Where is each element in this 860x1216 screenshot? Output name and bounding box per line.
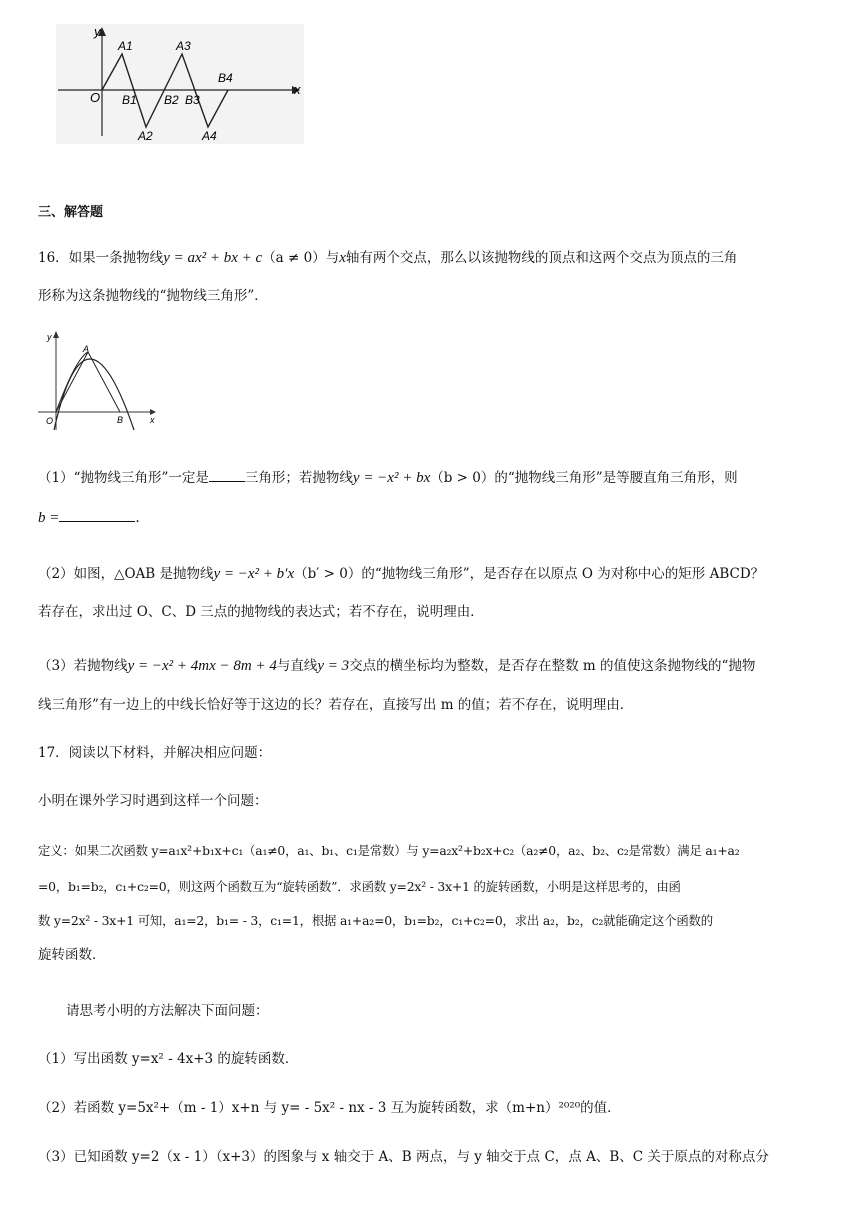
q16-line-2: 形称为这条抛物线的“抛物线三角形”．: [38, 288, 268, 304]
fig1-label-b1: B1: [122, 93, 137, 107]
q16-with: 与: [325, 250, 340, 266]
parabola-diagram: [34, 328, 162, 432]
q17-definition-line-4: 旋转函数．: [38, 947, 106, 963]
fig1-label-b3: B3: [185, 93, 200, 107]
q16-equation: y = ax² + bx + c: [163, 250, 263, 266]
q17-definition-line-3: 数 y=2x² - 3x+1 可知，a₁=2，b₁= - 3，c₁=1，根据 a₁+a₂=0，b₁=b₂，c₁+c₂=0，求出 a₂，b₂，c₂就能确定这个函数的: [38, 913, 713, 928]
q16-p2-a: （2）如图，△OAB 是抛物线: [38, 566, 214, 582]
q16-p1-c: 的“抛物线三角形”是等腰直角三角形，则: [494, 470, 738, 486]
fig2-x-label: x: [150, 415, 155, 425]
q16-p3-eq2: y = 3: [317, 658, 350, 674]
fig1-label-a4: A4: [202, 129, 217, 143]
q17-think: 请思考小明的方法解决下面问题：: [66, 1003, 269, 1019]
q16-rest: 轴有两个交点，那么以该抛物线的顶点和这两个交点为顶点的三角: [345, 250, 738, 266]
q16-p3-a: （3）若抛物线: [38, 658, 128, 674]
fig2-o-label: O: [46, 416, 54, 426]
fig1-label-b2: B2: [164, 93, 179, 107]
q17-line-2: 小明在课外学习时遇到这样一个问题：: [38, 793, 268, 809]
q16-p1-end: .: [135, 510, 140, 526]
q16-p2-b: 的“抛物线三角形”，是否存在以原点 O 为对称中心的矩形 ABCD？: [361, 566, 765, 582]
q16-p1-b-eq: b =: [38, 510, 60, 526]
q17-definition-line-1: 定义：如果二次函数 y=a₁x²+b₁x+c₁（a₁≠0，a₁、b₁、c₁是常数）与 y=a₂x²+b₂x+c₂（a₂≠0，a₂、b₂、c₂是常数）满足 a₁+a₂: [38, 843, 740, 858]
q16-part2-line-2: 若存在，求出过 O、C、D 三点的抛物线的表达式；若不存在，说明理由．: [38, 604, 484, 620]
q16-x: x: [339, 250, 346, 266]
fig1-label-a1: A1: [118, 39, 133, 53]
fig2-b-label: B: [117, 415, 124, 425]
q17-sub-1: （1）写出函数 y=x² - 4x+3 的旋转函数．: [38, 1051, 299, 1067]
fig1-y-label: y: [94, 24, 101, 39]
q16-p1-cond: （b > 0）: [430, 470, 495, 486]
q16-p2-cond: （b′ > 0）: [294, 566, 362, 582]
zigzag-figure: [56, 24, 304, 144]
zigzag-diagram: [56, 24, 304, 144]
fig1-x-label: x: [294, 82, 301, 97]
fig1-origin-label: O: [90, 90, 101, 105]
q16-p1-blank-1[interactable]: [209, 467, 245, 482]
q16-part1-line-2: [38, 507, 832, 529]
q17-line-1: 17．阅读以下材料，并解决相应问题：: [38, 745, 272, 761]
q17-sub-2: （2）若函数 y=5x²+（m - 1）x+n 与 y= - 5x² - nx - 3 互为旋转函数，求（m+n）²⁰²⁰的值．: [38, 1100, 621, 1116]
q16-part2-line-1: [38, 563, 832, 585]
q16-p3-b: 与直线: [276, 658, 318, 674]
section-title: 三、解答题: [38, 205, 104, 220]
fig1-label-a2: A2: [138, 129, 153, 143]
q16-p3-eq: y = −x² + 4mx − 8m + 4: [127, 658, 277, 674]
parabola-figure: [34, 328, 162, 432]
q17-definition-line-2: =0，b₁=b₂，c₁+c₂=0，则这两个函数互为“旋转函数”．求函数 y=2x² - 3x+1 的旋转函数，小明是这样思考的，由函: [38, 879, 681, 894]
q16-part3-line-1: [38, 655, 832, 677]
q17-sub-3: （3）已知函数 y=2（x - 1）（x+3）的图象与 x 轴交于 A、B 两点，与 y 轴交于点 C，点 A、B、C 关于原点的对称点分: [38, 1149, 769, 1165]
q16-line-1: [38, 247, 832, 269]
fig2-y-label: y: [47, 332, 52, 342]
q16-p2-eq: y = −x² + b′x: [213, 566, 295, 582]
q16-p1-blank-2[interactable]: [59, 507, 135, 522]
fig2-a-label: A: [83, 344, 90, 354]
q16-p1-b: 三角形；若抛物线: [244, 470, 353, 486]
q16-p3-c: 交点的横坐标均为整数，是否存在整数 m 的值使这条抛物线的“抛物: [349, 658, 756, 674]
q16-intro: 16．如果一条抛物线: [38, 250, 164, 266]
q16-part3-line-2: 线三角形”有一边上的中线长恰好等于这边的长？若存在，直接写出 m 的值；若不存在，说明理由．: [38, 697, 634, 713]
fig1-label-b4: B4: [218, 71, 233, 85]
q16-p1-eq: y = −x² + bx: [352, 470, 431, 486]
q16-p1-a: （1）“抛物线三角形”一定是: [38, 470, 209, 486]
fig1-label-a3: A3: [176, 39, 191, 53]
q16-condition: （a ≠ 0）: [262, 250, 326, 266]
q16-part1-line-1: [38, 467, 832, 489]
